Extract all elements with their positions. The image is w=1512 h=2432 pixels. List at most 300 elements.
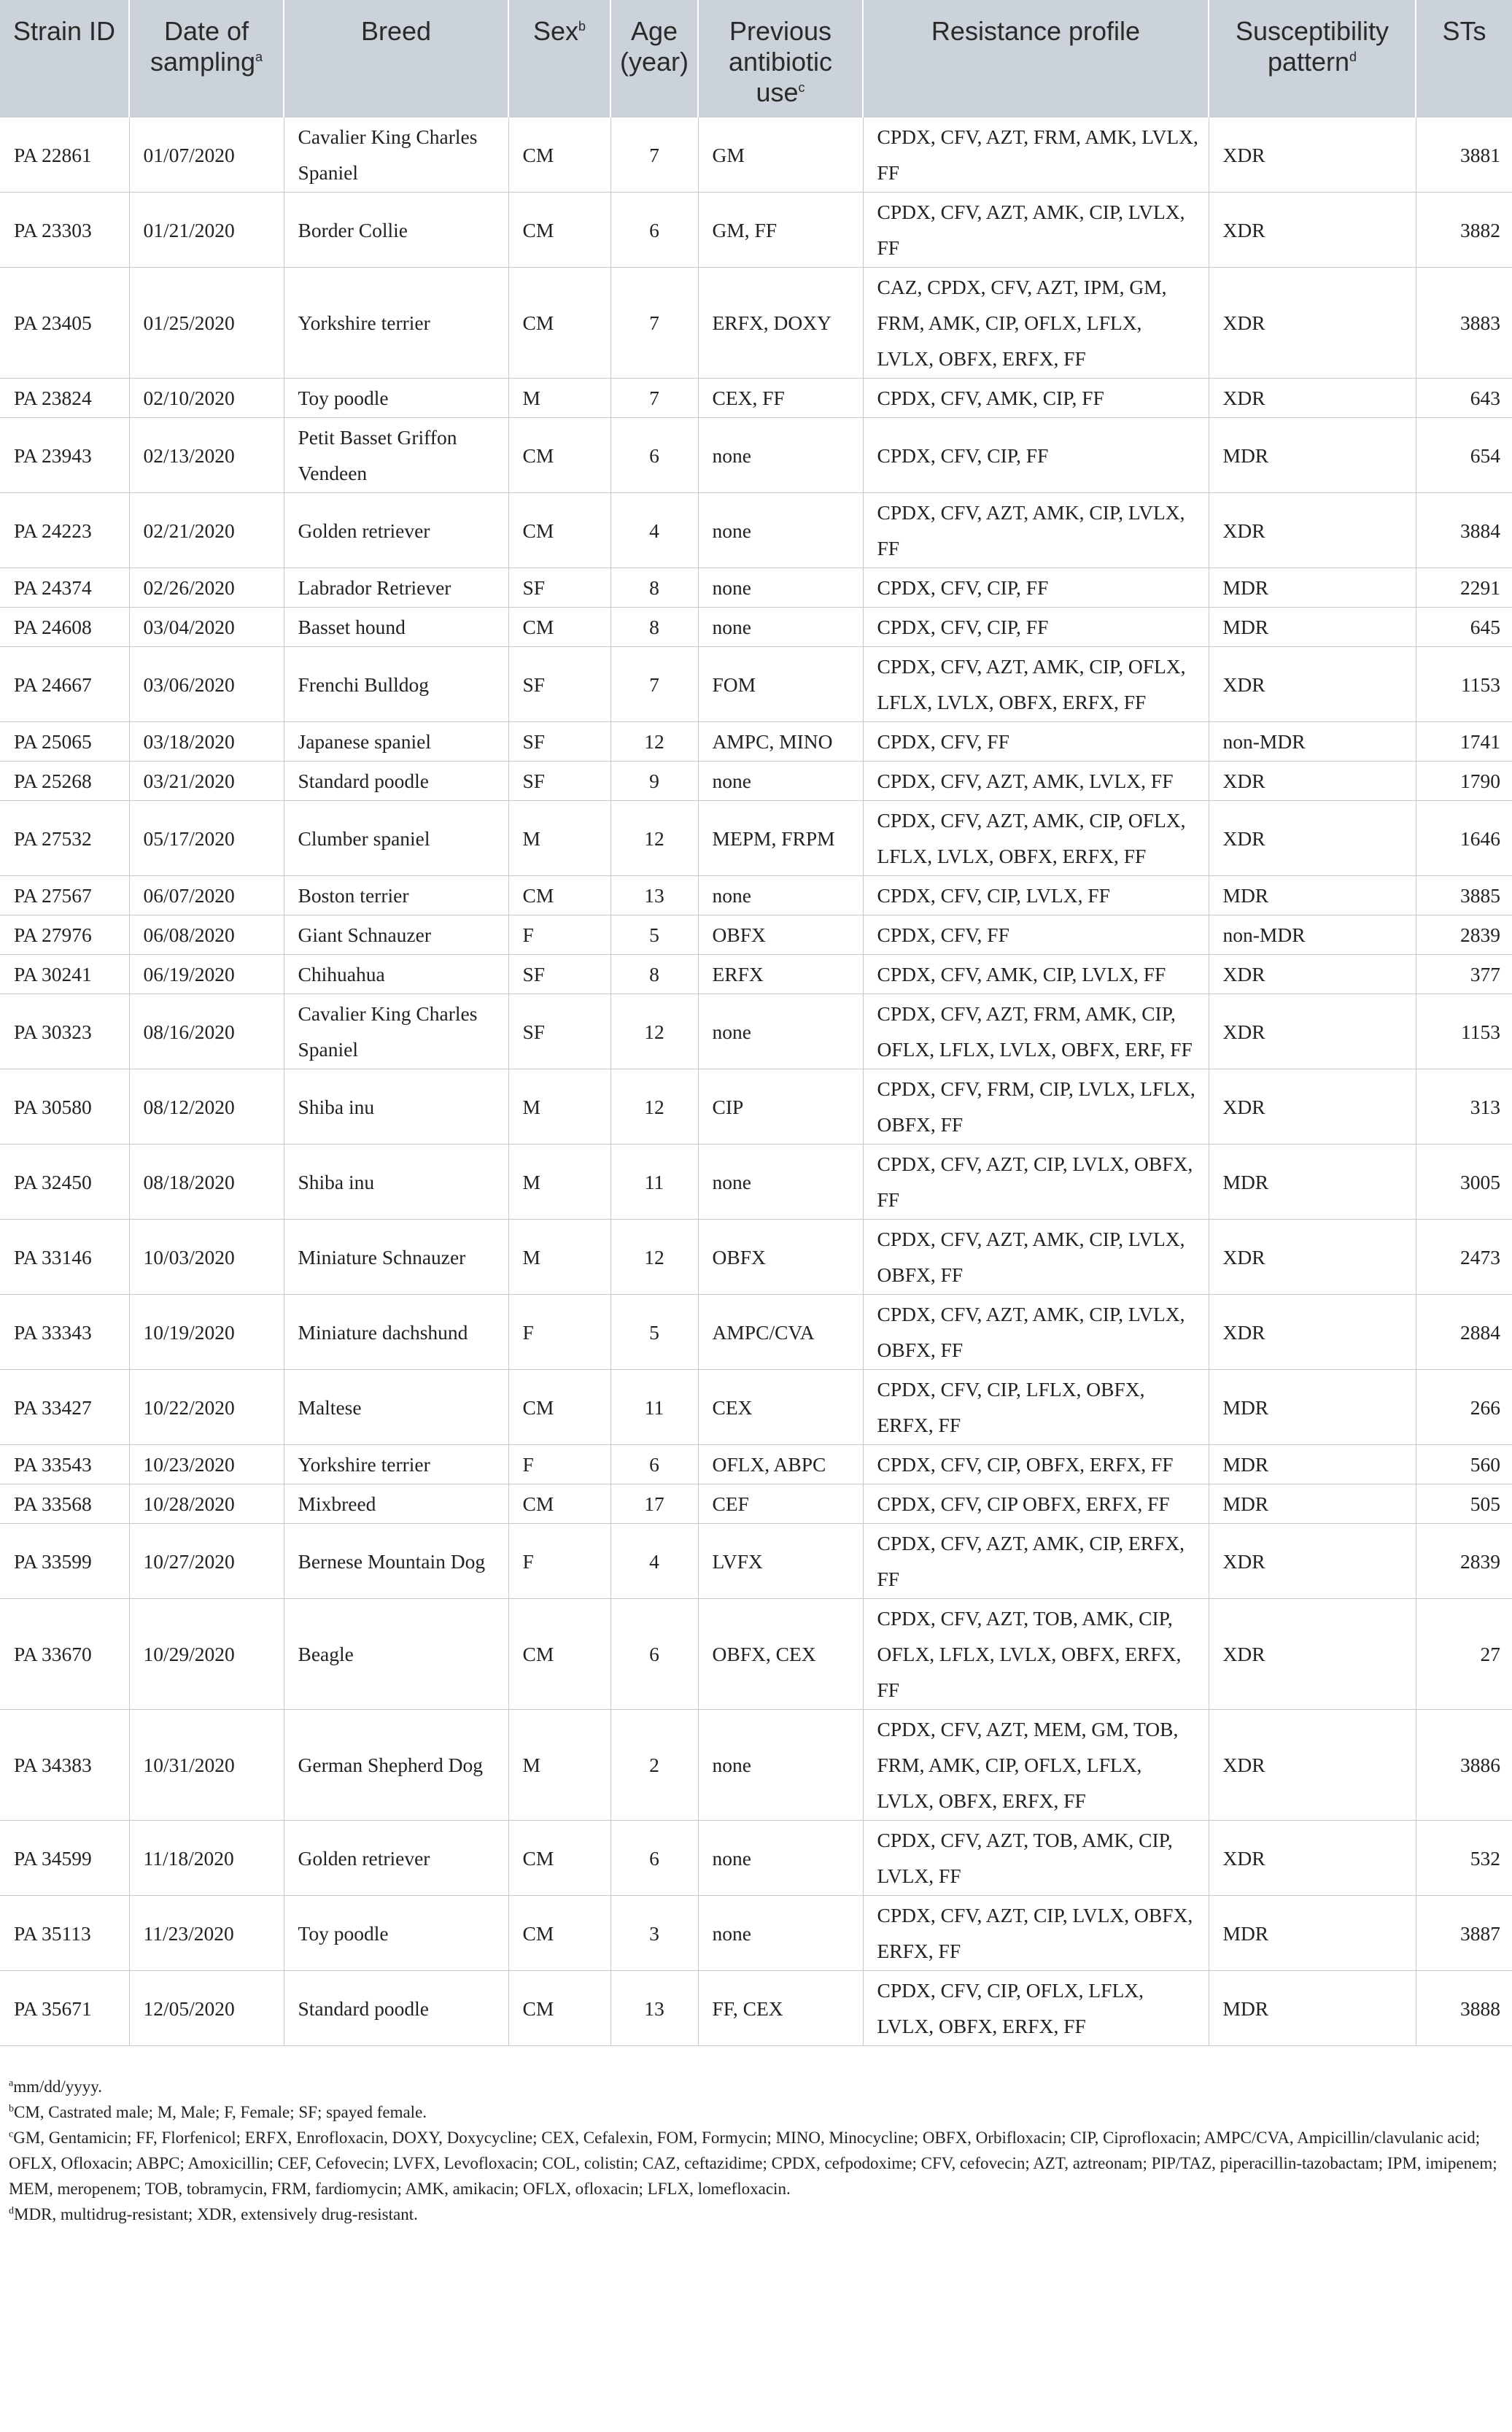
sex-cell: SF [508,722,610,762]
date-cell: 12/05/2020 [129,1971,284,2046]
age-cell: 7 [610,268,698,379]
previous-antibiotic-cell: GM [698,117,863,193]
header-row [0,0,1512,117]
date-cell: 08/16/2020 [129,994,284,1069]
sex-cell: M [508,801,610,876]
previous-antibiotic-cell: LVFX [698,1524,863,1599]
date-cell: 05/17/2020 [129,801,284,876]
sex-cell: F [508,1524,610,1599]
previous-antibiotic-cell: none [698,762,863,801]
date-cell: 02/21/2020 [129,493,284,568]
date-cell: 11/23/2020 [129,1896,284,1971]
breed-cell: Chihuahua [284,955,508,994]
resistance-profile-cell: CPDX, CFV, AZT, TOB, AMK, CIP, LVLX, FF [863,1821,1209,1896]
strain-id-cell: PA 34383 [0,1710,129,1821]
previous-antibiotic-cell: ERFX [698,955,863,994]
previous-antibiotic-cell: AMPC, MINO [698,722,863,762]
strain-id-cell: PA 30580 [0,1069,129,1145]
st-cell: 645 [1416,608,1512,647]
strain-id-cell: PA 25065 [0,722,129,762]
age-cell: 12 [610,722,698,762]
susceptibility-pattern-cell: XDR [1209,1295,1416,1370]
st-cell: 2839 [1416,1524,1512,1599]
table-row [0,1220,1512,1295]
susceptibility-pattern-cell: MDR [1209,418,1416,493]
breed-cell: Golden retriever [284,1821,508,1896]
sex-cell: M [508,379,610,418]
resistance-profile-cell: CPDX, CFV, AZT, FRM, AMK, CIP, OFLX, LFLX, LVLX, OBFX, ERF, FF [863,994,1209,1069]
previous-antibiotic-cell: FOM [698,647,863,722]
susceptibility-pattern-cell: MDR [1209,876,1416,915]
date-cell: 10/19/2020 [129,1295,284,1370]
column-header-previous-antibiotic-use [698,0,863,117]
st-cell: 532 [1416,1821,1512,1896]
resistance-profile-cell: CPDX, CFV, AZT, AMK, CIP, OFLX, LFLX, LVLX, OBFX, ERFX, FF [863,801,1209,876]
table-row [0,568,1512,608]
strain-id-cell: PA 27567 [0,876,129,915]
date-cell: 06/19/2020 [129,955,284,994]
footnote-marker: d [9,2205,14,2217]
susceptibility-pattern-cell: MDR [1209,568,1416,608]
table-row [0,876,1512,915]
footnote [9,2074,1504,2099]
st-cell: 2839 [1416,915,1512,955]
resistance-profile-cell: CPDX, CFV, AZT, MEM, GM, TOB, FRM, AMK, CIP, OFLX, LFLX, LVLX, OBFX, ERFX, FF [863,1710,1209,1821]
st-cell: 2884 [1416,1295,1512,1370]
sex-cell: CM [508,1971,610,2046]
date-cell: 10/31/2020 [129,1710,284,1821]
sex-cell: CM [508,1599,610,1710]
resistance-profile-cell: CPDX, CFV, AZT, AMK, CIP, LVLX, FF [863,193,1209,268]
st-cell: 1153 [1416,994,1512,1069]
previous-antibiotic-cell: none [698,568,863,608]
strain-id-cell: PA 24374 [0,568,129,608]
resistance-profile-cell: CPDX, CFV, AZT, AMK, CIP, OFLX, LFLX, LVLX, OBFX, ERFX, FF [863,647,1209,722]
column-header-label: Resistance profile [931,16,1141,46]
previous-antibiotic-cell: GM, FF [698,193,863,268]
age-cell: 5 [610,1295,698,1370]
previous-antibiotic-cell: none [698,608,863,647]
strain-id-cell: PA 33543 [0,1445,129,1484]
column-header-breed [284,0,508,117]
table-row [0,418,1512,493]
resistance-profile-cell: CAZ, CPDX, CFV, AZT, IPM, GM, FRM, AMK, CIP, OFLX, LFLX, LVLX, OBFX, ERFX, FF [863,268,1209,379]
resistance-profile-cell: CPDX, CFV, AZT, CIP, LVLX, OBFX, FF [863,1145,1209,1220]
previous-antibiotic-cell: FF, CEX [698,1971,863,2046]
strain-id-cell: PA 23303 [0,193,129,268]
st-cell: 654 [1416,418,1512,493]
resistance-profile-cell: CPDX, CFV, AZT, AMK, CIP, ERFX, FF [863,1524,1209,1599]
sex-cell: SF [508,762,610,801]
susceptibility-pattern-cell: MDR [1209,608,1416,647]
footnote-text: CM, Castrated male; M, Male; F, Female; SF; spayed female. [14,2103,427,2121]
resistance-profile-cell: CPDX, CFV, CIP, FF [863,418,1209,493]
previous-antibiotic-cell: CEX, FF [698,379,863,418]
breed-cell: Toy poodle [284,379,508,418]
st-cell: 3881 [1416,117,1512,193]
footnote-marker: d [1349,50,1357,64]
table-row [0,493,1512,568]
column-header-sex [508,0,610,117]
age-cell: 5 [610,915,698,955]
st-cell: 1153 [1416,647,1512,722]
st-cell: 3883 [1416,268,1512,379]
age-cell: 9 [610,762,698,801]
breed-cell: Standard poodle [284,762,508,801]
footnote-text: GM, Gentamicin; FF, Florfenicol; ERFX, Enrofloxacin, DOXY, Doxycycline; CEX, Cefalexin, FOM, Formycin; MINO, Minocycline; OBFX, Orbifloxacin; CIP, Ciprofloxacin; AMPC/CVA, Ampicillin/clavulanic acid; OFLX, Ofloxacin; ABPC; Amoxicillin; CEF, Cefovecin; LVFX, Levofloxacin; COL, colistin; CAZ, ceftazidime; CPDX, cefpodoxime; CFV, cefovecin; AZT, aztreonam; PIP/TAZ, piperacillin-tazobactam; IPM, imipenem; MEM, meropenem; TOB, tobramycin, FRM, fardiomycin; AMK, amikacin; OFLX, ofloxacin; LFLX, lomefloxacin. [9,2129,1497,2198]
strain-id-cell: PA 33146 [0,1220,129,1295]
table-row [0,1710,1512,1821]
breed-cell: Bernese Mountain Dog [284,1524,508,1599]
susceptibility-pattern-cell: non-MDR [1209,722,1416,762]
age-cell: 11 [610,1370,698,1445]
strain-id-cell: PA 27976 [0,915,129,955]
column-header-susceptibility-pattern [1209,0,1416,117]
sex-cell: CM [508,117,610,193]
strain-id-cell: PA 33670 [0,1599,129,1710]
breed-cell: Boston terrier [284,876,508,915]
st-cell: 643 [1416,379,1512,418]
footnotes [0,2046,1504,2227]
footnote-marker: a [255,50,263,64]
st-cell: 27 [1416,1599,1512,1710]
strain-id-cell: PA 35113 [0,1896,129,1971]
susceptibility-pattern-cell: XDR [1209,955,1416,994]
strain-id-cell: PA 23943 [0,418,129,493]
resistance-profile-cell: CPDX, CFV, AZT, AMK, CIP, LVLX, FF [863,493,1209,568]
st-cell: 3886 [1416,1710,1512,1821]
age-cell: 7 [610,647,698,722]
breed-cell: Clumber spaniel [284,801,508,876]
resistance-profile-cell: CPDX, CFV, FRM, CIP, LVLX, LFLX, OBFX, FF [863,1069,1209,1145]
susceptibility-pattern-cell: XDR [1209,1220,1416,1295]
previous-antibiotic-cell: none [698,1896,863,1971]
date-cell: 03/06/2020 [129,647,284,722]
age-cell: 8 [610,955,698,994]
age-cell: 6 [610,1599,698,1710]
strain-id-cell: PA 23824 [0,379,129,418]
breed-cell: Labrador Retriever [284,568,508,608]
age-cell: 11 [610,1145,698,1220]
breed-cell: Frenchi Bulldog [284,647,508,722]
date-cell: 10/03/2020 [129,1220,284,1295]
date-cell: 02/10/2020 [129,379,284,418]
strain-id-cell: PA 34599 [0,1821,129,1896]
resistance-profile-cell: CPDX, CFV, CIP, FF [863,608,1209,647]
footnote [9,2201,1504,2227]
age-cell: 3 [610,1896,698,1971]
susceptibility-pattern-cell: XDR [1209,193,1416,268]
previous-antibiotic-cell: none [698,1821,863,1896]
susceptibility-pattern-cell: MDR [1209,1145,1416,1220]
st-cell: 2291 [1416,568,1512,608]
strain-id-cell: PA 30323 [0,994,129,1069]
column-header-label: Sex [532,16,579,46]
sex-cell: M [508,1220,610,1295]
resistance-profile-cell: CPDX, CFV, CIP, FF [863,568,1209,608]
sex-cell: F [508,1295,610,1370]
sex-cell: CM [508,1484,610,1524]
susceptibility-pattern-cell: XDR [1209,268,1416,379]
susceptibility-pattern-cell: XDR [1209,1821,1416,1896]
susceptibility-pattern-cell: XDR [1209,1069,1416,1145]
date-cell: 11/18/2020 [129,1821,284,1896]
age-cell: 7 [610,379,698,418]
sex-cell: CM [508,1370,610,1445]
age-cell: 8 [610,568,698,608]
resistance-profile-cell: CPDX, CFV, AZT, AMK, CIP, LVLX, OBFX, FF [863,1220,1209,1295]
st-cell: 313 [1416,1069,1512,1145]
table-row [0,117,1512,193]
strain-id-cell: PA 33427 [0,1370,129,1445]
date-cell: 03/18/2020 [129,722,284,762]
table-row [0,1524,1512,1599]
resistance-profile-cell: CPDX, CFV, AZT, TOB, AMK, CIP, OFLX, LFLX, LVLX, OBFX, ERFX, FF [863,1599,1209,1710]
breed-cell: Maltese [284,1370,508,1445]
footnote-marker: c [798,80,805,95]
sex-cell: CM [508,1821,610,1896]
breed-cell: Miniature dachshund [284,1295,508,1370]
previous-antibiotic-cell: none [698,994,863,1069]
table-row [0,379,1512,418]
breed-cell: Beagle [284,1599,508,1710]
previous-antibiotic-cell: CEX [698,1370,863,1445]
resistance-profile-cell: CPDX, CFV, AZT, CIP, LVLX, OBFX, ERFX, FF [863,1896,1209,1971]
previous-antibiotic-cell: OBFX, CEX [698,1599,863,1710]
sex-cell: CM [508,418,610,493]
st-cell: 3884 [1416,493,1512,568]
sex-cell: SF [508,994,610,1069]
sex-cell: CM [508,608,610,647]
age-cell: 4 [610,493,698,568]
susceptibility-pattern-cell: XDR [1209,1599,1416,1710]
column-header-age [610,0,698,117]
previous-antibiotic-cell: CIP [698,1069,863,1145]
table-row [0,994,1512,1069]
column-header-sts [1416,0,1512,117]
sex-cell: F [508,915,610,955]
table-row [0,722,1512,762]
table-row [0,1295,1512,1370]
strain-id-cell: PA 24608 [0,608,129,647]
age-cell: 8 [610,608,698,647]
table-row [0,1599,1512,1710]
st-cell: 377 [1416,955,1512,994]
previous-antibiotic-cell: none [698,418,863,493]
table-row [0,1370,1512,1445]
st-cell: 3885 [1416,876,1512,915]
table-row [0,1821,1512,1896]
footnote-text: MDR, multidrug-resistant; XDR, extensively drug-resistant. [14,2205,418,2223]
breed-cell: Basset hound [284,608,508,647]
resistance-profile-cell: CPDX, CFV, CIP, OFLX, LFLX, LVLX, OBFX, ERFX, FF [863,1971,1209,2046]
st-cell: 266 [1416,1370,1512,1445]
strain-id-cell: PA 25268 [0,762,129,801]
st-cell: 3882 [1416,193,1512,268]
previous-antibiotic-cell: OBFX [698,915,863,955]
age-cell: 12 [610,1069,698,1145]
table-row [0,1069,1512,1145]
breed-cell: Shiba inu [284,1145,508,1220]
susceptibility-pattern-cell: XDR [1209,379,1416,418]
resistance-profile-cell: CPDX, CFV, FF [863,915,1209,955]
previous-antibiotic-cell: none [698,1710,863,1821]
sex-cell: M [508,1069,610,1145]
breed-cell: Japanese spaniel [284,722,508,762]
date-cell: 02/26/2020 [129,568,284,608]
strain-id-cell: PA 35671 [0,1971,129,2046]
column-header-label: Breed [360,16,432,46]
susceptibility-pattern-cell: XDR [1209,647,1416,722]
st-cell: 3888 [1416,1971,1512,2046]
date-cell: 10/22/2020 [129,1370,284,1445]
date-cell: 03/04/2020 [129,608,284,647]
table-row [0,1484,1512,1524]
footnote-marker: b [578,19,586,34]
breed-cell: Toy poodle [284,1896,508,1971]
resistance-profile-cell: CPDX, CFV, AMK, CIP, FF [863,379,1209,418]
susceptibility-pattern-cell: XDR [1209,1524,1416,1599]
age-cell: 13 [610,1971,698,2046]
susceptibility-pattern-cell: MDR [1209,1370,1416,1445]
table-row [0,1896,1512,1971]
breed-cell: Cavalier King Charles Spaniel [284,117,508,193]
date-cell: 08/12/2020 [129,1069,284,1145]
date-cell: 01/25/2020 [129,268,284,379]
sex-cell: M [508,1145,610,1220]
previous-antibiotic-cell: AMPC/CVA [698,1295,863,1370]
column-header-resistance-profile [863,0,1209,117]
breed-cell: Petit Basset Griffon Vendeen [284,418,508,493]
column-header-label: Date of sampling [150,16,256,77]
resistance-profile-cell: CPDX, CFV, AZT, AMK, LVLX, FF [863,762,1209,801]
resistance-profile-cell: CPDX, CFV, CIP, LFLX, OBFX, ERFX, FF [863,1370,1209,1445]
table-row [0,1445,1512,1484]
breed-cell: Yorkshire terrier [284,268,508,379]
susceptibility-pattern-cell: MDR [1209,1971,1416,2046]
date-cell: 10/28/2020 [129,1484,284,1524]
footnote-marker: a [9,2077,14,2089]
table-row [0,955,1512,994]
susceptibility-pattern-cell: non-MDR [1209,915,1416,955]
age-cell: 7 [610,117,698,193]
breed-cell: Mixbreed [284,1484,508,1524]
breed-cell: Miniature Schnauzer [284,1220,508,1295]
strain-id-cell: PA 30241 [0,955,129,994]
strain-id-cell: PA 22861 [0,117,129,193]
footnote [9,2099,1504,2125]
strain-id-cell: PA 32450 [0,1145,129,1220]
strain-id-cell: PA 24667 [0,647,129,722]
sex-cell: CM [508,493,610,568]
age-cell: 12 [610,994,698,1069]
strain-id-cell: PA 33343 [0,1295,129,1370]
previous-antibiotic-cell: none [698,876,863,915]
date-cell: 10/29/2020 [129,1599,284,1710]
previous-antibiotic-cell: none [698,493,863,568]
susceptibility-pattern-cell: XDR [1209,493,1416,568]
st-cell: 2473 [1416,1220,1512,1295]
resistance-profile-cell: CPDX, CFV, AZT, AMK, CIP, LVLX, OBFX, FF [863,1295,1209,1370]
breed-cell: Cavalier King Charles Spaniel [284,994,508,1069]
resistance-profile-cell: CPDX, CFV, CIP, LVLX, FF [863,876,1209,915]
date-cell: 06/08/2020 [129,915,284,955]
column-header-label: Previous antibiotic use [728,16,833,107]
sex-cell: SF [508,955,610,994]
table-row [0,268,1512,379]
st-cell: 3005 [1416,1145,1512,1220]
st-cell: 1646 [1416,801,1512,876]
breed-cell: German Shepherd Dog [284,1710,508,1821]
table-row [0,915,1512,955]
susceptibility-pattern-cell: XDR [1209,994,1416,1069]
column-header-date-of-sampling [129,0,284,117]
column-header-strain-id [0,0,129,117]
st-cell: 3887 [1416,1896,1512,1971]
column-header-label: Susceptibility pattern [1235,16,1389,77]
age-cell: 6 [610,193,698,268]
age-cell: 2 [610,1710,698,1821]
strain-id-cell: PA 33599 [0,1524,129,1599]
date-cell: 10/27/2020 [129,1524,284,1599]
susceptibility-pattern-cell: MDR [1209,1445,1416,1484]
strain-id-cell: PA 33568 [0,1484,129,1524]
age-cell: 17 [610,1484,698,1524]
resistance-profile-cell: CPDX, CFV, AZT, FRM, AMK, LVLX, FF [863,117,1209,193]
st-cell: 560 [1416,1445,1512,1484]
age-cell: 12 [610,1220,698,1295]
date-cell: 03/21/2020 [129,762,284,801]
st-cell: 505 [1416,1484,1512,1524]
breed-cell: Border Collie [284,193,508,268]
sex-cell: CM [508,876,610,915]
sex-cell: SF [508,568,610,608]
breed-cell: Golden retriever [284,493,508,568]
footnote-marker: b [9,2103,14,2115]
previous-antibiotic-cell: CEF [698,1484,863,1524]
age-cell: 13 [610,876,698,915]
date-cell: 01/07/2020 [129,117,284,193]
age-cell: 4 [610,1524,698,1599]
sex-cell: CM [508,193,610,268]
footnote-text: mm/dd/yyyy. [13,2077,103,2096]
strain-id-cell: PA 27532 [0,801,129,876]
breed-cell: Shiba inu [284,1069,508,1145]
date-cell: 08/18/2020 [129,1145,284,1220]
sex-cell: CM [508,268,610,379]
resistance-profile-cell: CPDX, CFV, FF [863,722,1209,762]
st-cell: 1741 [1416,722,1512,762]
susceptibility-pattern-cell: MDR [1209,1484,1416,1524]
footnote-marker: c [9,2129,14,2140]
table-row [0,647,1512,722]
breed-cell: Yorkshire terrier [284,1445,508,1484]
table-row [0,608,1512,647]
date-cell: 01/21/2020 [129,193,284,268]
susceptibility-pattern-cell: MDR [1209,1896,1416,1971]
resistance-profile-cell: CPDX, CFV, CIP, OBFX, ERFX, FF [863,1445,1209,1484]
age-cell: 12 [610,801,698,876]
strain-id-cell: PA 24223 [0,493,129,568]
sex-cell: SF [508,647,610,722]
table-row [0,1971,1512,2046]
table-row [0,1145,1512,1220]
age-cell: 6 [610,418,698,493]
previous-antibiotic-cell: OFLX, ABPC [698,1445,863,1484]
table-row [0,193,1512,268]
sex-cell: CM [508,1896,610,1971]
sex-cell: F [508,1445,610,1484]
